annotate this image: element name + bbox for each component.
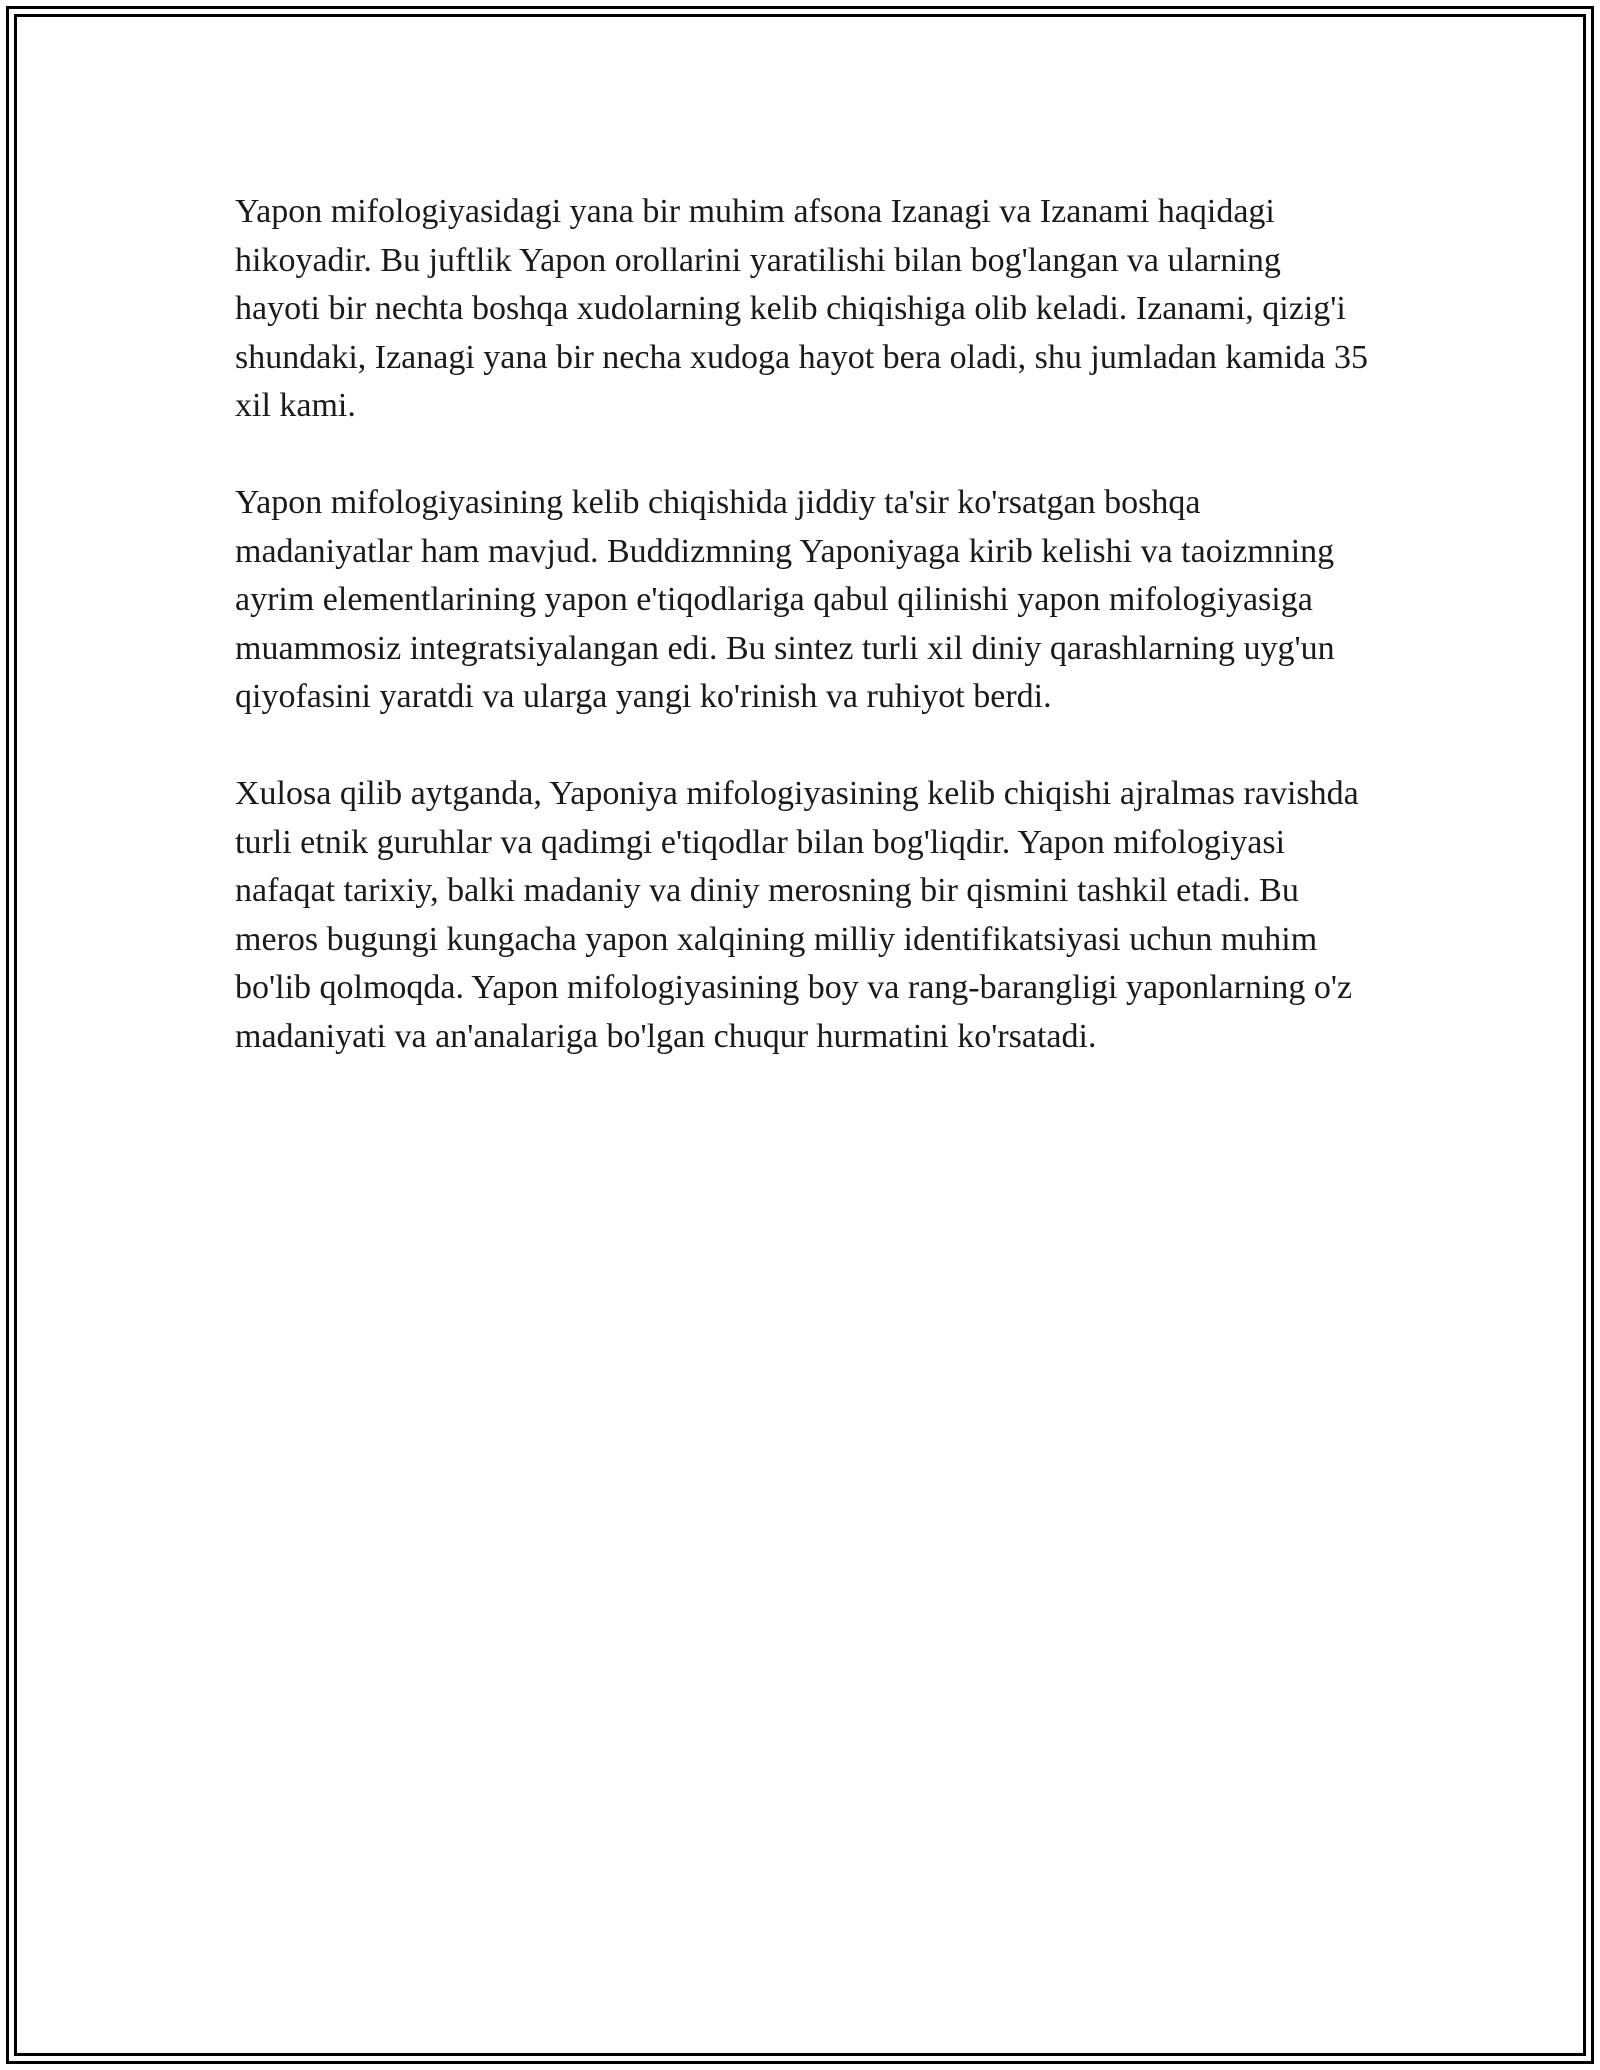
paragraph-1: Yapon mifologiyasidagi yana bir muhim afsona Izanagi va Izanami haqidagi hikoyadir. Bu juftlik Yapon orollarini yaratilishi bilan bog'langan va ularning hayoti bir nechta boshqa xudolarning kelib chiqishiga olib keladi. Izanami, qizig'i shundaki, Izanagi yana bir necha xudoga hayot bera oladi, shu jumladan kamida 35 xil kami. [235, 193, 1368, 424]
document-body [235, 188, 1370, 1110]
paragraph-3: Xulosa qilib aytganda, Yaponiya mifologiyasining kelib chiqishi ajralmas ravishda turli etnik guruhlar va qadimgi e'tiqodlar bilan bog'liqdir. Yapon mifologiyasi nafaqat tarixiy, balki madaniy va diniy merosning bir qismini tashkil etadi. Bu meros bugungi kungacha yapon xalqining milliy identifikatsiyasi uchun muhim bo'lib qolmoqda. Yapon mifologiyasining boy va rang-barangligi yaponlarning o'z madaniyati va an'analariga bo'lgan chuqur hurmatini ko'rsatadi. [235, 775, 1359, 1055]
paragraph-2: Yapon mifologiyasining kelib chiqishida jiddiy ta'sir ko'rsatgan boshqa madaniyatlar ham mavjud. Buddizmning Yaponiyaga kirib kelishi va taoizmning ayrim elementlarining yapon e'tiqodlariga qabul qilinishi yapon mifologiyasiga muammosiz integratsiyalangan edi. Bu sintez turli xil diniy qarashlarning uyg'un qiyofasini yaratdi va ularga yangi ko'rinish va ruhiyot berdi. [235, 484, 1335, 715]
